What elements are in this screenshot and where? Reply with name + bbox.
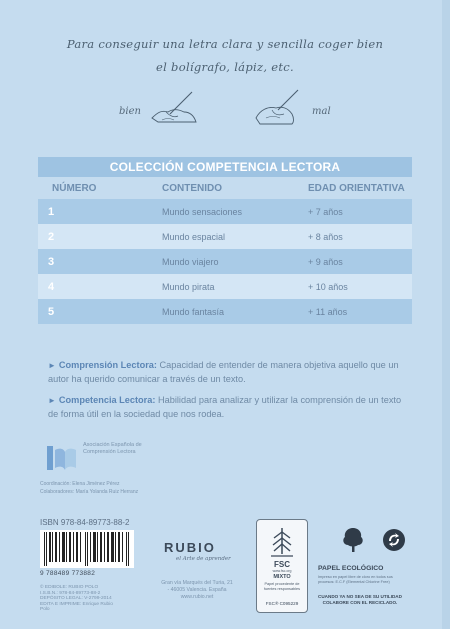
table-title: COLECCIÓN COMPETENCIA LECTORA — [38, 157, 412, 177]
association-name: Asociación Española de Comprensión Lectora — [83, 442, 142, 455]
row-number: 4 — [48, 280, 55, 293]
table-row — [38, 199, 412, 224]
credits-coordination: Coordinación: Elena Jiménez Pérez — [40, 481, 120, 487]
definition-text: Habilidad para analizar y utilizar la comprensión de un texto de forma útil en la sociedad que nos rodea. — [48, 395, 402, 419]
header-contenido: CONTENIDO — [162, 182, 222, 194]
arrow-right-icon: ► — [48, 396, 56, 405]
fsc-tree-icon — [269, 526, 295, 558]
hand-holding-pen-incorrect-illustration — [250, 88, 304, 128]
definition-term: Comprensión Lectora: — [58, 360, 157, 370]
recycle-message: CUANDO YA NO SEA DE SU UTILIDAD COLABORE CON EL RECICLADO. — [318, 594, 402, 605]
header-numero: NÚMERO — [52, 182, 97, 194]
credits-collaborators: Colaboradores: María Yolanda Ruiz Herranz — [40, 489, 139, 495]
eco-paper-note: Impreso en papel libre de cloro en todos sus procesos: E.C.F (Elemental Chlorine Free) — [318, 575, 393, 584]
row-number: 1 — [48, 205, 55, 218]
open-book-logo-icon — [47, 444, 77, 472]
row-edad: + 10 años — [308, 281, 348, 292]
row-contenido: Mundo fantasía — [162, 306, 225, 317]
publisher-logo: RUBIO — [164, 540, 216, 555]
fsc-label: FSC — [274, 560, 290, 569]
fsc-certification-label — [256, 519, 308, 613]
row-edad: + 11 años — [308, 306, 348, 317]
label-mal: mal — [312, 106, 331, 117]
definition-comprension — [48, 359, 412, 386]
barcode — [40, 530, 134, 568]
definition-text: Capacidad de entender de manera objetiva aquello que un autor ha querido comunicar a través de un texto. — [48, 360, 399, 384]
label-bien: bien — [119, 106, 141, 117]
table-row — [38, 249, 412, 274]
handwriting-line-2: el bolígrafo, lápiz, etc. — [156, 60, 294, 74]
table-row — [38, 299, 412, 324]
arrow-right-icon: ► — [48, 361, 56, 370]
tree-icon — [341, 526, 365, 554]
fsc-description: Papel procedente de fuentes responsables — [263, 582, 301, 591]
row-contenido: Mundo pirata — [162, 281, 215, 292]
header-edad: EDAD ORIENTATIVA — [308, 182, 405, 194]
fsc-code: FSC® C095229 — [265, 601, 299, 606]
eco-paper-title: PAPEL ECOLÓGICO — [318, 565, 384, 572]
row-number: 5 — [48, 305, 55, 318]
row-contenido: Mundo viajero — [162, 256, 219, 267]
definition-competencia — [48, 394, 412, 421]
publisher-tagline: el Arte de aprender — [176, 556, 231, 562]
row-edad: + 7 años — [308, 206, 343, 217]
row-number: 3 — [48, 255, 55, 268]
isbn-label: ISBN 978-84-89773-88-2 — [40, 518, 130, 527]
cover-edge — [442, 0, 450, 629]
row-number: 2 — [48, 230, 55, 243]
fsc-web: www.fsc.org — [272, 569, 292, 573]
recycling-icon — [382, 528, 406, 552]
table-header-row — [38, 177, 412, 199]
table-row — [38, 274, 412, 299]
table-row — [38, 224, 412, 249]
barcode-number: 9 788489 773882 — [40, 570, 96, 577]
publisher-address: Gran vía Marqués del Turia, 21 - 46005 Valencia. España www.rubio.net — [161, 580, 233, 600]
row-edad: + 9 años — [308, 256, 343, 267]
fsc-mixto: MIXTO — [273, 574, 291, 580]
row-contenido: Mundo espacial — [162, 231, 226, 242]
collection-table — [38, 157, 412, 324]
definition-term: Competencia Lectora: — [58, 395, 156, 405]
credits — [40, 480, 138, 496]
row-contenido: Mundo sensaciones — [162, 206, 243, 217]
imprint-info: © EDIBOLE: RUBIO POLO I.S.B.N.: 978-84-89773-88-2 DEPÓSITO LEGAL: V-2799-2014 EDITA E IMPRIME: Enrique Rubio Polo — [40, 585, 113, 613]
handwriting-line-1: Para conseguir una letra clara y sencilla coger bien — [66, 37, 384, 51]
hand-holding-pen-correct-illustration — [148, 88, 202, 128]
row-edad: + 8 años — [308, 231, 343, 242]
